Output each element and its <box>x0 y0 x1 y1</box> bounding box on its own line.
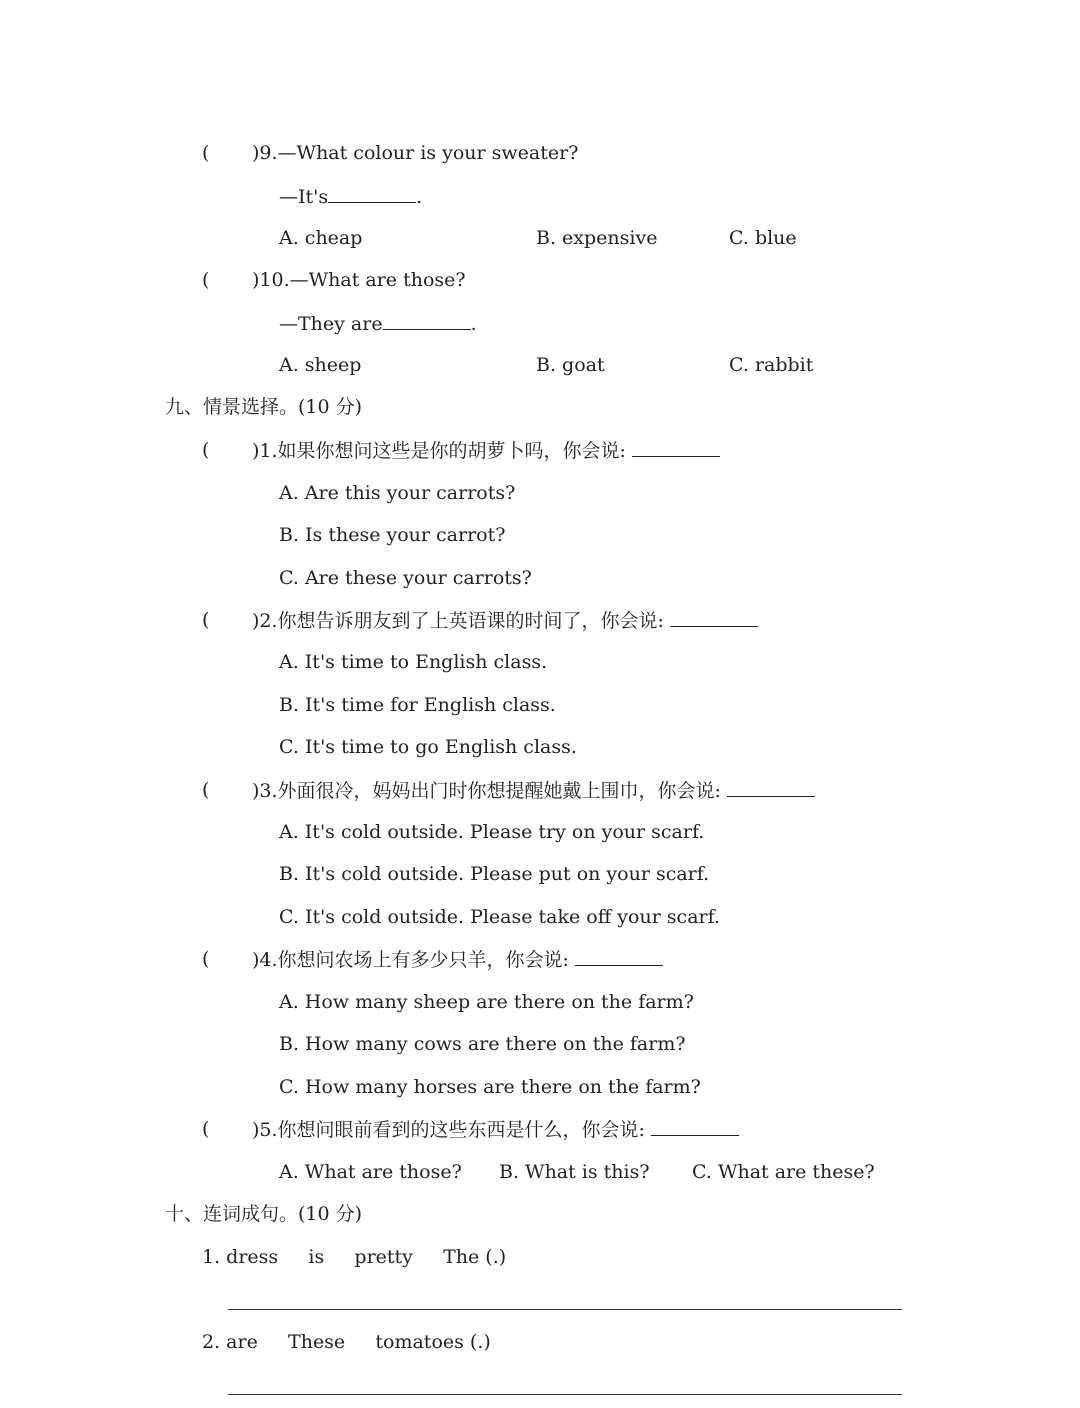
option-a: A. Are this your carrots? <box>279 482 516 504</box>
option-a: A. cheap <box>279 227 363 249</box>
scramble-item-1: 1. dress is pretty The (.) <box>202 1246 507 1268</box>
option-c: C. How many horses are there on the farm? <box>279 1076 701 1098</box>
option-b: B. expensive <box>536 227 658 249</box>
answer-blank <box>670 608 758 627</box>
option-b: B. Is these your carrot? <box>279 524 506 546</box>
question-stem: )1.如果你想问这些是你的胡萝卜吗，你会说: <box>252 438 720 463</box>
option-a: A. It's cold outside. Please try on your scarf. <box>279 821 705 843</box>
answer-prefix: —It's <box>279 186 329 208</box>
option-c: C. What are these? <box>692 1161 875 1183</box>
answer-paren: ( <box>202 142 210 164</box>
answer-paren: ( <box>202 269 210 291</box>
option-b: B. What is this? <box>499 1161 650 1183</box>
option-b: B. It's time for English class. <box>279 694 556 716</box>
answer-prefix: —They are <box>279 313 383 335</box>
option-b: B. It's cold outside. Please put on your scarf. <box>279 863 710 885</box>
option-c: C. Are these your carrots? <box>279 567 532 589</box>
question-stem: )2.你想告诉朋友到了上英语课的时间了，你会说: <box>252 608 758 633</box>
answer-blank <box>383 311 471 330</box>
writing-line <box>228 1309 902 1310</box>
answer-paren: ( <box>202 439 210 461</box>
answer-paren: ( <box>202 609 210 631</box>
option-c: C. blue <box>729 227 797 249</box>
answer-blank <box>328 184 416 203</box>
answer-blank <box>632 438 720 457</box>
answer-paren: ( <box>202 779 210 801</box>
answer-blank <box>575 947 663 966</box>
option-a: A. sheep <box>279 354 362 376</box>
option-a: A. How many sheep are there on the farm? <box>279 991 694 1013</box>
writing-line <box>228 1394 902 1395</box>
scramble-item-2: 2. are These tomatoes (.) <box>202 1331 491 1353</box>
answer-paren: ( <box>202 1118 210 1140</box>
answer-blank <box>727 778 815 797</box>
answer-line <box>279 311 477 336</box>
section-title-9: 九、情景选择。(10 分) <box>165 396 363 418</box>
answer-suffix: . <box>416 186 423 208</box>
answer-blank <box>651 1117 739 1136</box>
option-c: C. It's time to go English class. <box>279 736 577 758</box>
option-b: B. How many cows are there on the farm? <box>279 1033 686 1055</box>
question-stem: )3.外面很冷，妈妈出门时你想提醒她戴上围巾，你会说: <box>252 778 815 803</box>
option-b: B. goat <box>536 354 605 376</box>
answer-line <box>279 184 422 209</box>
option-c: C. It's cold outside. Please take off your scarf. <box>279 906 721 928</box>
answer-paren: ( <box>202 948 210 970</box>
question-stem: )5.你想问眼前看到的这些东西是什么，你会说: <box>252 1117 739 1142</box>
section-title-10: 十、连词成句。(10 分) <box>165 1203 363 1225</box>
answer-suffix: . <box>470 313 477 335</box>
question-stem: )4.你想问农场上有多少只羊，你会说: <box>252 947 663 972</box>
option-a: A. It's time to English class. <box>279 651 548 673</box>
option-c: C. rabbit <box>729 354 814 376</box>
option-a: A. What are those? <box>279 1161 462 1183</box>
question-stem: )9.—What colour is your sweater? <box>252 142 579 164</box>
question-stem: )10.—What are those? <box>252 269 466 291</box>
